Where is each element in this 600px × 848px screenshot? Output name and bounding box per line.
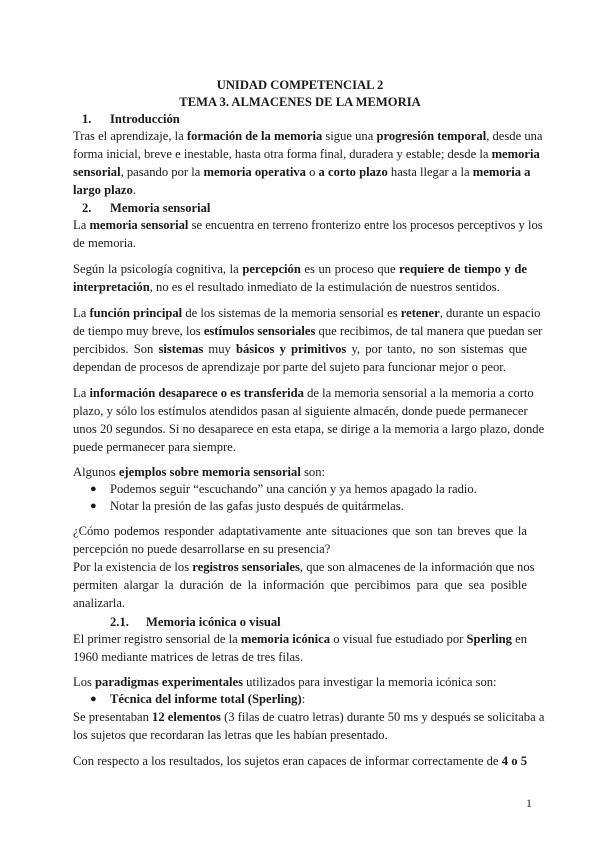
section-1-number: 1. (82, 112, 92, 126)
s21-p1-line-2: 1960 mediante matrices de letras de tres filas. (73, 650, 304, 664)
s2-p5: Algunos ejemplos sobre memoria sensorial son: (73, 465, 325, 479)
s1-line-2: forma inicial, breve e inestable, hasta otra forma final, duradera y estable; desde la memoria (73, 147, 540, 161)
s2-p1-line-1: La memoria sensorial se encuentra en terreno fronterizo entre los procesos perceptivos y los (73, 218, 543, 232)
section-2-1-title: Memoria icónica o visual (146, 615, 281, 629)
s21-p3-line-1: Se presentaban 12 elementos (3 filas de cuatro letras) durante 50 ms y después se solicitaba a (73, 710, 545, 724)
section-2-title: Memoria sensorial (110, 201, 211, 215)
s2-p6-line-1: ¿Cómo podemos responder adaptativamente ante situaciones que son tan breves que la (73, 524, 527, 538)
s2-p4-line-3: unos 20 segundos. Si no desaparece en esta etapa, se dirige a la memoria a largo plazo, donde (73, 422, 545, 436)
bullet-icon: ● (90, 500, 97, 512)
s2-p3-line-4: dependan de procesos de aprendizaje por parte del sujeto para funcionar mejor o peor. (73, 360, 506, 374)
section-2-number: 2. (82, 201, 92, 215)
s2-p7-line-1: Por la existencia de los registros sensoriales, que son almacenes de la información que nos (73, 560, 535, 574)
unit-title: UNIDAD COMPETENCIAL 2 (216, 78, 384, 92)
s2-p3-line-1: La función principal de los sistemas de la memoria sensorial es retener, durante un espacio (73, 306, 541, 320)
s2-bullet-2: Notar la presión de las gafas justo después de quitármelas. (110, 499, 404, 513)
s2-bullet-1: Podemos seguir “escuchando” una canción y ya hemos apagado la radio. (110, 482, 477, 496)
s2-p1-line-2: de memoria. (73, 236, 136, 250)
bullet-icon: ● (90, 483, 97, 495)
s2-p6-line-2: percepción no puede desarrollarse en su presencia? (73, 542, 331, 556)
s21-bullet: Técnica del informe total (Sperling): (110, 692, 306, 706)
page-number: 1 (526, 796, 532, 810)
s1-line-4: largo plazo. (73, 183, 136, 197)
s2-p2-line-1: Según la psicología cognitiva, la percepción es un proceso que requiere de tiempo y de (73, 262, 527, 276)
s2-p3-line-2: de tiempo muy breve, los estímulos sensoriales que recibimos, de tal manera que puedan ser (73, 324, 543, 338)
s2-p7-line-2: permiten alargar la duración de la información que percibimos para que sea posible (73, 578, 527, 592)
s2-p3-line-3: percibidos. Son sistemas muy básicos y primitivos y, por tanto, no son sistemas que (73, 342, 528, 356)
s21-p1-line-1: El primer registro sensorial de la memoria icónica o visual fue estudiado por Sperling en (73, 632, 528, 646)
s21-p2: Los paradigmas experimentales utilizados para investigar la memoria icónica son: (73, 675, 497, 689)
s2-p4-line-2: plazo, y sólo los estímulos atendidos pasan al siguiente almacén, donde puede permanecer (73, 404, 528, 418)
section-2-1-number: 2.1. (110, 615, 129, 629)
s21-p4-line-1: Con respecto a los resultados, los sujetos eran capaces de informar correctamente de 4 o 5 (73, 754, 527, 768)
s2-p4-line-1: La información desaparece o es transferida de la memoria sensorial a la memoria a corto (73, 386, 534, 400)
section-1-title: Introducción (110, 112, 180, 126)
topic-title: TEMA 3. ALMACENES DE LA MEMORIA (179, 95, 421, 109)
s1-line-3: sensorial, pasando por la memoria operativa o a corto plazo hasta llegar a la memoria a (73, 165, 531, 179)
s2-p4-line-4: puede permanecer para siempre. (73, 440, 236, 454)
s2-p2-line-2: interpretación, no es el resultado inmediato de la estimulación de nuestros sentidos. (73, 280, 500, 294)
bullet-icon: ● (90, 693, 97, 705)
s2-p7-line-3: analizarla. (73, 596, 126, 610)
s21-p3-line-2: los sujetos que recordaran las letras que les habían presentado. (73, 728, 388, 742)
s1-line-1: Tras el aprendizaje, la formación de la memoria sigue una progresión temporal, desde una (73, 129, 543, 143)
